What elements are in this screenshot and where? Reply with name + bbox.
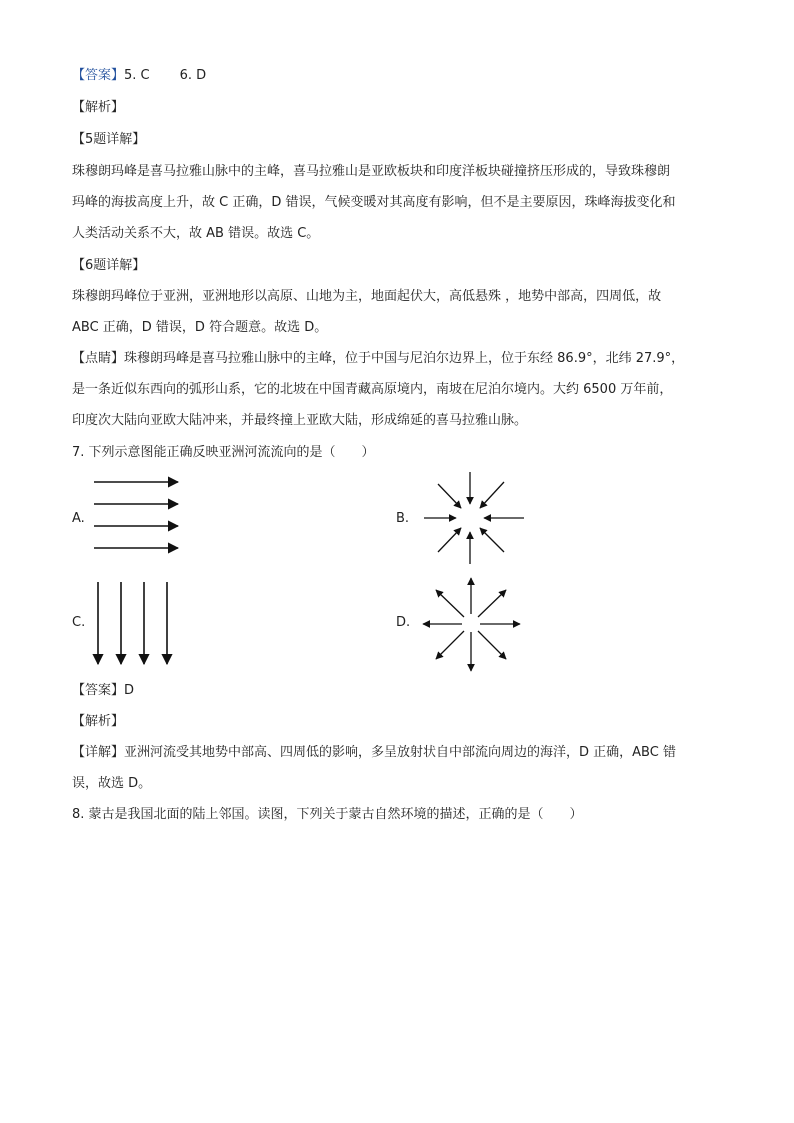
detail6-line1: 珠穆朗玛峰位于亚洲，亚洲地形以高原、山地为主，地面起伏大，高低悬殊 ，地势中部高，四周低，故 bbox=[72, 289, 662, 304]
detail5-line2: 玛峰的海拔高度上升，故 C 正确，D 错误，气候变暖对其高度有影响，但不是主要原因，珠峰海拔变化和 bbox=[72, 195, 676, 210]
answer-5: 5. C bbox=[124, 68, 150, 83]
answer-line-5-6 bbox=[72, 67, 206, 85]
option-d-label: D. bbox=[396, 615, 411, 630]
tip-line2: 是一条近似东西向的弧形山系，它的北坡在中国青藏高原境内，南坡在尼泊尔境内。大约 6500 万年前， bbox=[72, 382, 673, 397]
option-b-label: B. bbox=[396, 511, 410, 526]
detail5-line3: 人类活动关系不大，故 AB 错误。故选 C。 bbox=[72, 226, 320, 241]
tip-tag: 【点睛】 bbox=[72, 351, 125, 366]
answer-6: 6. D bbox=[179, 68, 207, 83]
q7-answer-line bbox=[72, 682, 134, 700]
q7-answer-tag: 【答案】 bbox=[72, 683, 125, 698]
answer-tag: 【答案】 bbox=[72, 68, 125, 83]
q7-detail-line2: 误，故选 D。 bbox=[72, 776, 152, 791]
detail6-tag: 【6题详解】 bbox=[72, 258, 146, 273]
q8-question: 8. 蒙古是我国北面的陆上邻国。读图，下列关于蒙古自然环境的描述，正确的是（ ） bbox=[72, 807, 583, 822]
q7-answer: D bbox=[124, 683, 135, 698]
tip-line1 bbox=[72, 350, 684, 368]
detail5-tag: 【5题详解】 bbox=[72, 132, 146, 147]
q7-question: 7. 下列示意图能正确反映亚洲河流流向的是（ ） bbox=[72, 445, 375, 460]
option-b-converging-arrows-diagram bbox=[420, 468, 530, 568]
q7-detail-text1: 亚洲河流受其地势中部高、四周低的影响，多呈放射状自中部流向周边的海洋，D 正确，ABC 错 bbox=[124, 745, 676, 760]
tip-line3: 印度次大陆向亚欧大陆冲来，并最终撞上亚欧大陆，形成绵延的喜马拉雅山脉。 bbox=[72, 413, 528, 428]
q7-detail-line1 bbox=[72, 744, 676, 762]
option-d-radiating-arrows-diagram bbox=[420, 574, 524, 674]
option-c-label: C. bbox=[72, 615, 86, 630]
option-a-parallel-arrows-diagram bbox=[90, 472, 190, 562]
option-c-downward-arrows-diagram bbox=[88, 580, 184, 670]
detail5-line1: 珠穆朗玛峰是喜马拉雅山脉中的主峰，喜马拉雅山是亚欧板块和印度洋板块碰撞挤压形成的，导致珠穆朗 bbox=[72, 164, 671, 179]
detail6-line2: ABC 正确，D 错误，D 符合题意。故选 D。 bbox=[72, 320, 328, 335]
q7-analysis-tag: 【解析】 bbox=[72, 714, 125, 729]
q7-detail-tag: 【详解】 bbox=[72, 745, 125, 760]
option-a-label: A. bbox=[72, 511, 85, 526]
tip-text1: 珠穆朗玛峰是喜马拉雅山脉中的主峰，位于中国与尼泊尔边界上，位于东经 86.9°，北纬 27.9°， bbox=[124, 351, 685, 366]
analysis-tag-5-6: 【解析】 bbox=[72, 100, 125, 115]
